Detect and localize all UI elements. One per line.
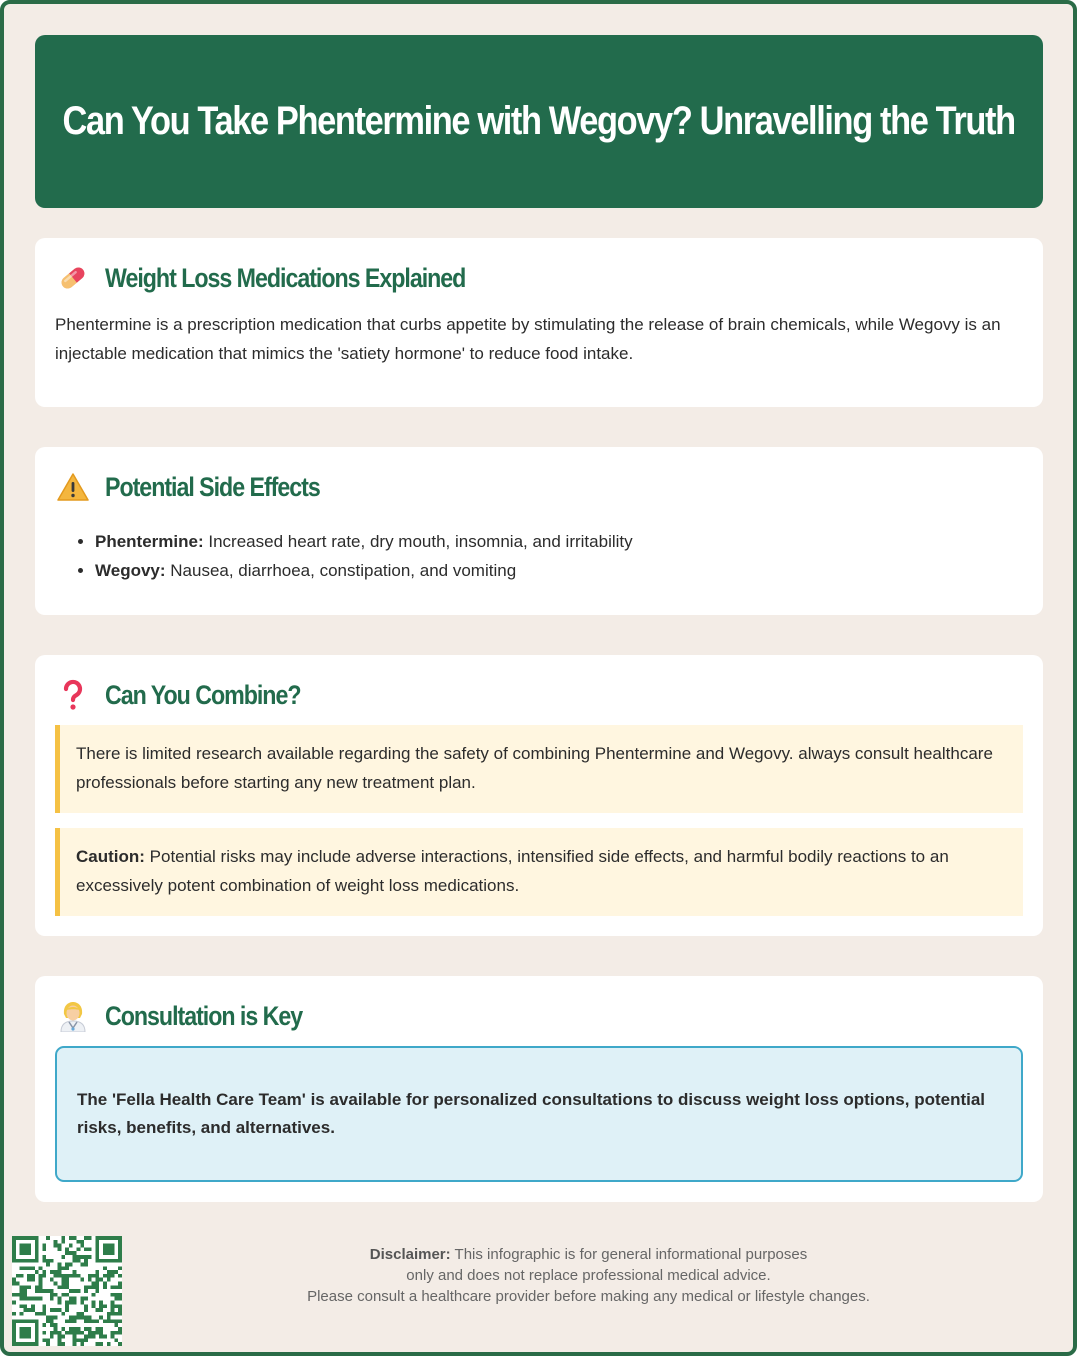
consultation-callout [55, 1046, 1023, 1182]
question-icon [55, 677, 91, 713]
section-title: Can You Combine? [105, 679, 301, 710]
disclaimer-line: Please consult a healthcare provider before making any medical or lifestyle changes. [307, 1288, 870, 1305]
list-item [95, 556, 633, 585]
caution-note [55, 828, 1023, 916]
section-body: Phentermine is a prescription medication that curbs appetite by stimulating the release of brain chemicals, while Wegovy is an injectable medication that mimics the 'satiety hormone' to reduce food intake. [55, 315, 1001, 363]
disclaimer-label: Disclaimer: [369, 1246, 451, 1263]
section-header [55, 998, 334, 1034]
disclaimer-line [144, 1244, 1033, 1265]
section-title: Weight Loss Medications Explained [105, 262, 466, 293]
side-effect-text: Nausea, diarrhoea, constipation, and vomiting [165, 561, 517, 580]
qr-code-icon[interactable] [12, 1236, 122, 1346]
research-note [55, 725, 1023, 813]
health-worker-icon [55, 998, 91, 1034]
disclaimer-text: This infographic is for general informational purposes [450, 1246, 808, 1263]
caution-label: Caution: [76, 847, 145, 866]
section-can-you-combine [35, 655, 1043, 936]
consultation-text: The 'Fella Health Care Team' is available for personalized consultations to discuss weight loss options, potential risks, benefits, and alternatives. [77, 1090, 986, 1137]
list-item [95, 527, 633, 556]
section-header [55, 677, 332, 713]
pill-icon [55, 260, 91, 296]
section-consultation [35, 976, 1043, 1202]
drug-name: Phentermine: [95, 532, 204, 551]
section-title: Potential Side Effects [105, 471, 320, 502]
side-effect-text: Increased heart rate, dry mouth, insomnia, and irritability [203, 532, 633, 551]
disclaimer-line: only and does not replace professional medical advice. [406, 1267, 771, 1284]
drug-name: Wegovy: [95, 561, 166, 580]
disclaimer [144, 1244, 1033, 1307]
section-side-effects [35, 447, 1043, 615]
side-effects-list [55, 527, 633, 585]
header-banner [35, 35, 1043, 208]
section-title: Consultation is Key [105, 1000, 303, 1031]
note-text: There is limited research available regarding the safety of combining Phentermine and Wegovy. always consult healthcare professionals before starting any new treatment plan. [76, 744, 993, 792]
section-header [55, 260, 524, 296]
page-title: Can You Take Phentermine with Wegovy? Unravelling the Truth [62, 99, 1016, 143]
section-header [55, 469, 355, 505]
section-medications-explained [35, 238, 1043, 407]
warning-icon [55, 469, 91, 505]
caution-text: Potential risks may include adverse interactions, intensified side effects, and harmful bodily reactions to an excessively potent combination of weight loss medications. [76, 847, 949, 895]
